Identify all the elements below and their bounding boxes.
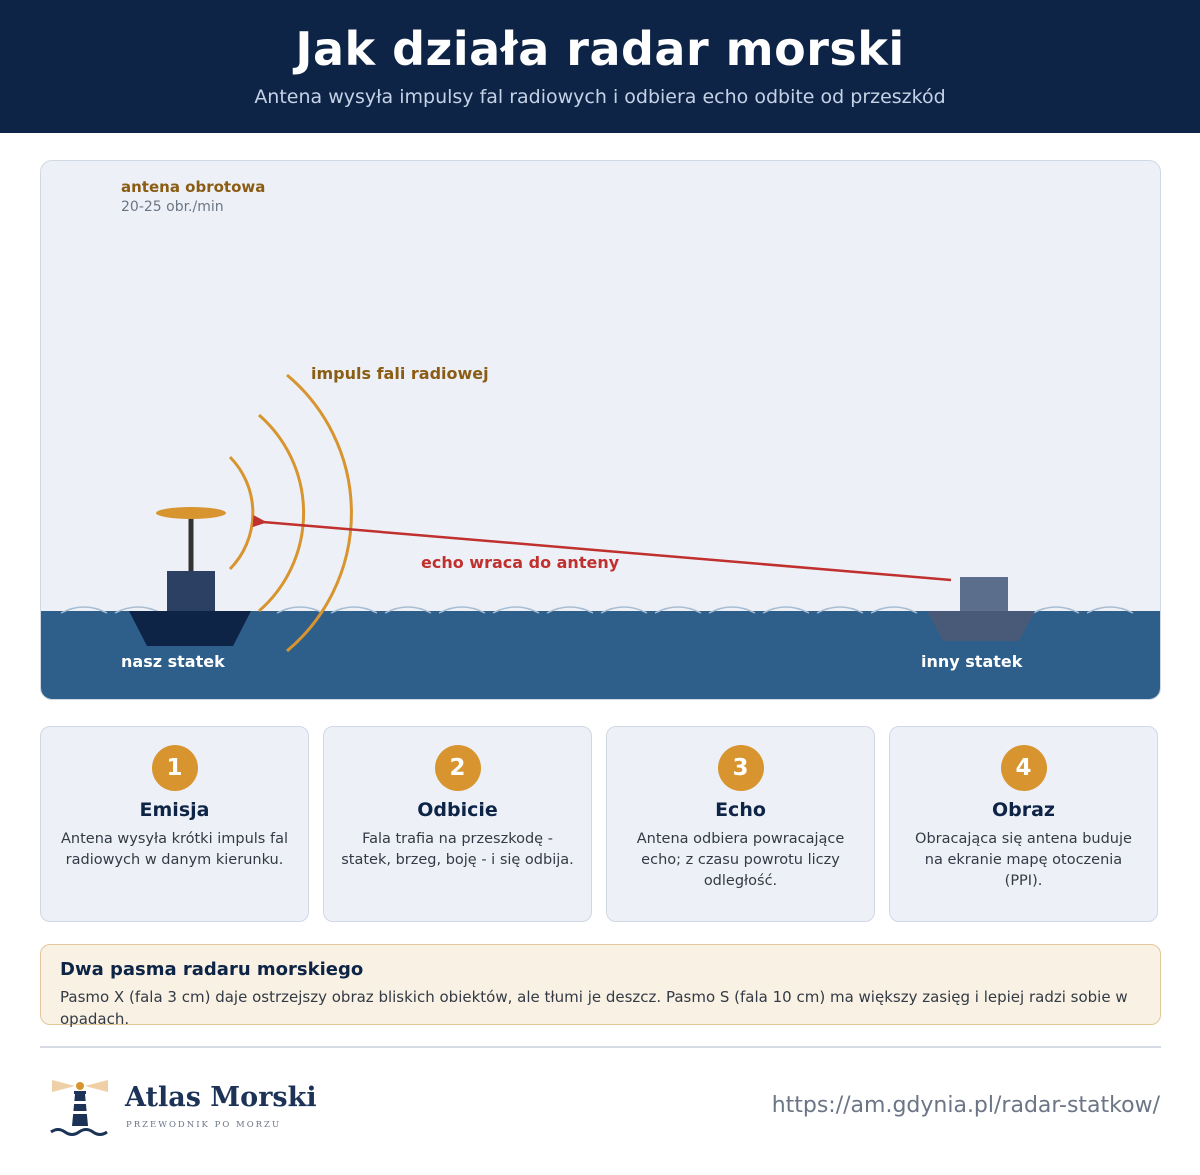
step-description: Antena odbiera powracające echo; z czasu powrotu liczy odległość. xyxy=(636,831,845,889)
step-card-echo xyxy=(606,726,875,922)
own-ship xyxy=(129,507,251,646)
own-ship-hull xyxy=(129,611,251,646)
brand-tagline: PRZEWODNIK PO MORZU xyxy=(126,1120,282,1130)
step-number: 4 xyxy=(1001,745,1047,791)
step-title: Echo xyxy=(715,799,766,821)
other-ship-cabin xyxy=(960,577,1008,611)
radio-pulse-waves xyxy=(230,375,351,651)
radar-diagram xyxy=(40,160,1161,700)
step-title: Odbicie xyxy=(417,799,498,821)
page-subtitle: Antena wysyła impulsy fal radiowych i odbiera echo odbite od przeszkód xyxy=(254,86,946,108)
other-ship-hull xyxy=(927,611,1035,641)
other-ship xyxy=(927,577,1035,641)
step-title: Obraz xyxy=(991,799,1055,821)
own-ship-cabin xyxy=(167,571,215,611)
step-card-image xyxy=(889,726,1158,922)
antenna-label: antena obrotowa xyxy=(121,178,266,196)
antenna-rpm: 20-25 obr./min xyxy=(121,199,224,215)
bands-note xyxy=(40,944,1161,1028)
rotating-antenna xyxy=(156,507,226,519)
step-number: 3 xyxy=(718,745,764,791)
page-title: Jak działa radar morski xyxy=(295,22,905,76)
brand-logo[interactable] xyxy=(48,1074,317,1144)
pulse-label: impuls fali radiowej xyxy=(311,364,489,383)
lighthouse-icon xyxy=(48,1074,118,1144)
pulse-arc-small xyxy=(230,457,253,569)
source-url[interactable]: https://am.gdynia.pl/radar-statkow/ xyxy=(771,1093,1160,1118)
step-description: Obracająca się antena buduje na ekranie mapę otoczenia (PPI). xyxy=(915,831,1132,889)
step-description: Fala trafia na przeszkodę - statek, brzeg, boję - i się odbija. xyxy=(341,831,574,868)
step-number: 1 xyxy=(152,745,198,791)
process-steps xyxy=(40,726,1160,922)
brand-name: Atlas Morski xyxy=(125,1082,317,1113)
pulse-arc-medium xyxy=(259,415,304,611)
note-text: Pasmo X (fala 3 cm) daje ostrzejszy obraz bliskich obiektów, ale tłumi je deszcz. Pasmo S (fala 10 cm) ma większy zasięg i lepiej radzi sobie w opadach. xyxy=(60,988,1128,1028)
step-title: Emisja xyxy=(139,799,210,821)
step-description: Antena wysyła krótki impuls fal radiowych w danym kierunku. xyxy=(61,831,288,868)
antenna-mast xyxy=(189,518,194,571)
radar-scene xyxy=(41,161,1161,700)
pulse-arc-large xyxy=(287,375,351,651)
step-number: 2 xyxy=(435,745,481,791)
own-ship-label: nasz statek xyxy=(121,652,225,671)
step-card-emission xyxy=(40,726,309,922)
echo-label: echo wraca do anteny xyxy=(421,553,620,572)
other-ship-label: inny statek xyxy=(921,652,1023,671)
step-card-reflection xyxy=(323,726,592,922)
note-title: Dwa pasma radaru morskiego xyxy=(60,959,364,980)
header-banner xyxy=(0,0,1200,133)
footer-divider xyxy=(40,1046,1161,1048)
